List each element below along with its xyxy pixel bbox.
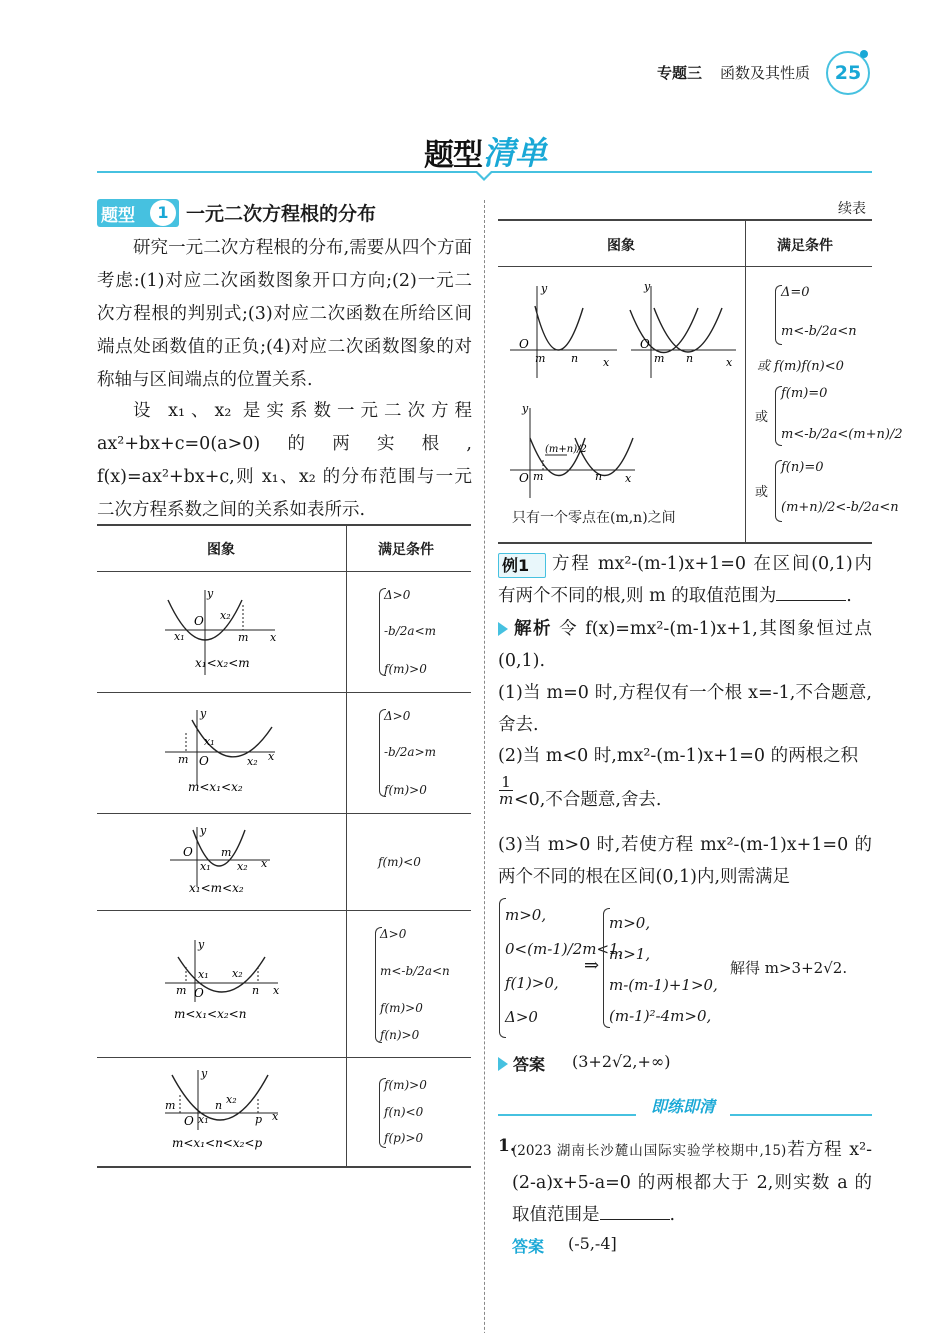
graph-row-2	[160, 705, 285, 800]
graph-label: O	[199, 754, 209, 768]
solve-result: 解得 m>3+2√2.	[730, 959, 848, 977]
table-rule	[97, 813, 471, 814]
table-rule-top	[498, 219, 872, 221]
header-title: 函数及其性质	[720, 64, 811, 82]
banner-title-part2: 清单	[483, 134, 548, 172]
graph-label: m	[176, 984, 187, 997]
condition: Δ=0	[781, 285, 810, 300]
graph-label: x₁	[200, 860, 211, 873]
answer-blank	[600, 1202, 670, 1220]
page-dot-decoration	[860, 50, 868, 58]
graph-label: x₂	[247, 755, 258, 768]
condition: f(n)=0	[781, 460, 824, 475]
practice-question: (2023 湖南长沙麓山国际实验学校期中,15)若方程 x²-(2-a)x+5-a=0 的两根都大于 2,则实数 a 的取值范围是 .	[512, 1140, 872, 1225]
graph-label: m	[535, 352, 546, 365]
system-right	[609, 908, 718, 1032]
analysis-case-2: (2)当 m<0 时,mx²-(m-1)x+1=0 的两根之积	[498, 746, 859, 766]
intro-paragraph-2: 设 x₁、x₂ 是实系数一元二次方程 ax²+bx+c=0(a>0)的两实根, f(x)=ax²+bx+c,则 x₁、x₂ 的分布范围与一元二次方程系数之间的关系如表所示.	[97, 401, 472, 520]
practice-answer-value: (-5,-4]	[568, 1234, 617, 1253]
graph-label: y	[541, 282, 548, 295]
fraction-one-over-m	[499, 774, 513, 807]
graph-label: O	[519, 471, 529, 485]
condition: Δ>0	[380, 927, 407, 941]
example-question: 方程 mx²-(m-1)x+1=0 在区间(0,1)内有两个不同的根,则 m 的取值范围为 .	[498, 554, 872, 606]
table-header-graph: 图象	[607, 238, 635, 254]
answer-value: (3+2√2,+∞)	[572, 1052, 671, 1071]
graph-label: x₂	[232, 967, 243, 980]
graph-label: O	[194, 986, 204, 1000]
graph-row-1	[160, 585, 285, 680]
table-rule-top	[97, 524, 471, 526]
graph-label: m	[238, 631, 249, 644]
graph-caption: m<x₁<n<x₂<p	[172, 1136, 263, 1150]
fraction-denominator: m	[499, 790, 514, 808]
condition: 或 f(m)f(n)<0	[757, 359, 844, 374]
analysis-case-2-cont: <0,不合题意,舍去.	[514, 790, 662, 810]
graph-label: m	[165, 1099, 176, 1112]
graph-label: x₂	[226, 1093, 237, 1106]
graph-label: x	[272, 1110, 279, 1123]
condition: f(m)<0	[378, 855, 421, 869]
condition: -b/2a<m	[384, 624, 437, 638]
graph-label: y	[200, 707, 207, 720]
graph-label: y	[644, 280, 651, 293]
condition: f(n)<0	[384, 1105, 424, 1119]
graph-label: (m+n)/2	[545, 444, 587, 455]
table-header-condition: 满足条件	[777, 238, 833, 254]
graph-label: x	[625, 472, 632, 485]
condition: (m+n)/2<-b/2a<n	[781, 500, 899, 515]
graph-caption: x₁<x₂<m	[195, 656, 250, 670]
graph-label: y	[522, 402, 529, 415]
condition: Δ>0	[384, 709, 411, 723]
graph-caption: x₁<m<x₂	[189, 881, 244, 895]
system-line: m>0,	[609, 914, 651, 932]
graph-label: x	[261, 857, 268, 870]
system-line: f(1)>0,	[505, 974, 559, 992]
condition: f(m)>0	[384, 783, 427, 797]
graph-label: x₁	[174, 630, 185, 643]
analysis-intro	[498, 613, 872, 677]
condition: m<-b/2a<(m+n)/2	[781, 427, 903, 442]
condition: -b/2a>m	[384, 745, 437, 759]
graph-label: x	[726, 356, 733, 369]
graph-label: O	[184, 1114, 194, 1128]
graph-label: x	[603, 356, 610, 369]
graph-label: O	[194, 614, 204, 628]
graph-label: y	[200, 824, 207, 837]
continued-label: 续表	[838, 201, 866, 217]
section-tag-label: 题型	[101, 206, 135, 226]
condition-or: 或	[755, 410, 769, 425]
right-graph-3	[505, 398, 640, 503]
graph-label: n	[252, 984, 260, 997]
question-text: 若方程 x²-(2-a)x+5-a=0 的两根都大于 2,则实数 a 的取值范围是	[512, 1140, 872, 1225]
graph-label: n	[571, 352, 579, 365]
graph-label: x₂	[237, 860, 248, 873]
system-line: Δ>0	[505, 1008, 538, 1026]
page-number: 25	[834, 62, 862, 84]
condition-brace	[375, 927, 382, 1043]
graph-label: O	[519, 337, 529, 351]
system-line: (m-1)²-4m>0,	[609, 1007, 712, 1025]
answer-label: 答案	[513, 1055, 546, 1074]
condition-or: 或	[755, 485, 769, 500]
graph-label: x₁	[198, 1113, 209, 1126]
right-graph-1	[505, 278, 623, 386]
analysis-case-3: (3)当 m>0 时,若使方程 mx²-(m-1)x+1=0 的两个不同的根在区间(0,1)内,则需满足	[498, 835, 872, 887]
practice-answer-label: 答案	[512, 1237, 545, 1256]
example-label: 例1	[502, 556, 530, 575]
column-divider	[484, 200, 485, 1333]
table-rule	[97, 692, 471, 693]
table-column-divider	[745, 219, 746, 542]
table-rule-header	[97, 571, 471, 572]
condition: f(n)>0	[380, 1028, 420, 1042]
graph-label: O	[640, 337, 650, 351]
table-rule-bottom	[498, 542, 872, 544]
condition: f(m)>0	[384, 662, 427, 676]
graph-label: m	[533, 470, 544, 483]
graph-label: m	[178, 753, 189, 766]
graph-label: O	[183, 845, 193, 859]
graph-label: y	[198, 938, 205, 951]
section-title: 一元二次方程根的分布	[186, 203, 377, 225]
analysis-case-1: (1)当 m=0 时,方程仅有一个根 x=-1,不合题意,舍去.	[498, 683, 872, 735]
graph-label: x₁	[204, 735, 215, 748]
analysis-label: 解析	[514, 619, 553, 639]
intro-paragraph-1: 研究一元二次方程根的分布,需要从四个方面考虑:(1)对应二次函数图象开口方向;(2)一元二次方程根的判别式;(3)对应二次函数在所给区间端点处函数值的正负;(4)对应二次函数图象的对称轴与区间端点的位置关系.	[97, 238, 472, 390]
answer-blank	[776, 583, 846, 601]
graph-label: x₁	[198, 968, 209, 981]
graph-label: x	[268, 750, 275, 763]
graph-caption: m<x₁<x₂<n	[174, 1007, 247, 1021]
system-line: m>1,	[609, 945, 651, 963]
banner-title-part1: 题型	[424, 138, 482, 173]
table-column-divider	[346, 524, 347, 1166]
graph-label: x	[270, 631, 277, 644]
question-source: (2023 湖南长沙麓山国际实验学校期中,15)	[512, 1143, 787, 1159]
graph-label: x₂	[220, 609, 231, 622]
condition: Δ>0	[384, 588, 411, 602]
table-rule-bottom	[97, 1166, 471, 1168]
graph-row-3	[165, 822, 280, 902]
graph-row-4	[160, 932, 285, 1032]
condition: f(p)>0	[384, 1131, 424, 1145]
graph-label: n	[215, 1099, 223, 1112]
section-tag-number: 1	[150, 200, 176, 226]
question-number: 1.	[498, 1136, 516, 1156]
header-topic: 专题三	[657, 64, 703, 82]
graph-label: n	[686, 352, 694, 365]
graph-label: x	[273, 984, 280, 997]
graph-label: n	[595, 470, 603, 483]
system-line: m>0,	[505, 906, 547, 924]
example-question-text: 方程 mx²-(m-1)x+1=0 在区间(0,1)内有两个不同的根,则 m 的取值范围为	[498, 554, 872, 606]
system-line: m-(m-1)+1>0,	[609, 976, 718, 994]
table-rule	[97, 910, 471, 911]
analysis-intro-text: 令 f(x)=mx²-(m-1)x+1,其图象恒过点(0,1).	[498, 619, 872, 671]
implies-arrow: ⇒	[584, 955, 600, 976]
condition: m<-b/2a<n	[781, 324, 857, 339]
condition: f(m)>0	[384, 1078, 427, 1092]
answer-marker-icon	[498, 1057, 508, 1071]
right-graph-caption: 只有一个零点在(m,n)之间	[512, 510, 676, 526]
graph-label: y	[207, 587, 214, 600]
graph-row-5	[160, 1065, 285, 1155]
graph-label: m	[221, 846, 232, 859]
practice-label: 即练即清	[636, 1094, 730, 1118]
graph-caption: m<x₁<x₂	[188, 780, 243, 794]
table-header-condition: 满足条件	[378, 542, 434, 558]
graph-label: m	[654, 352, 665, 365]
graph-label: p	[255, 1113, 263, 1126]
table-rule	[97, 1057, 471, 1058]
table-rule-header	[498, 266, 872, 267]
system-line: 0<(m-1)/2m<1,	[505, 940, 624, 958]
right-graph-2	[626, 278, 741, 386]
graph-label: y	[201, 1067, 208, 1080]
condition: f(m)=0	[781, 386, 828, 401]
fraction-numerator: 1	[501, 773, 511, 791]
table-header-graph: 图象	[207, 542, 235, 558]
condition: m<-b/2a<n	[380, 964, 450, 978]
condition: f(m)>0	[380, 1001, 423, 1015]
